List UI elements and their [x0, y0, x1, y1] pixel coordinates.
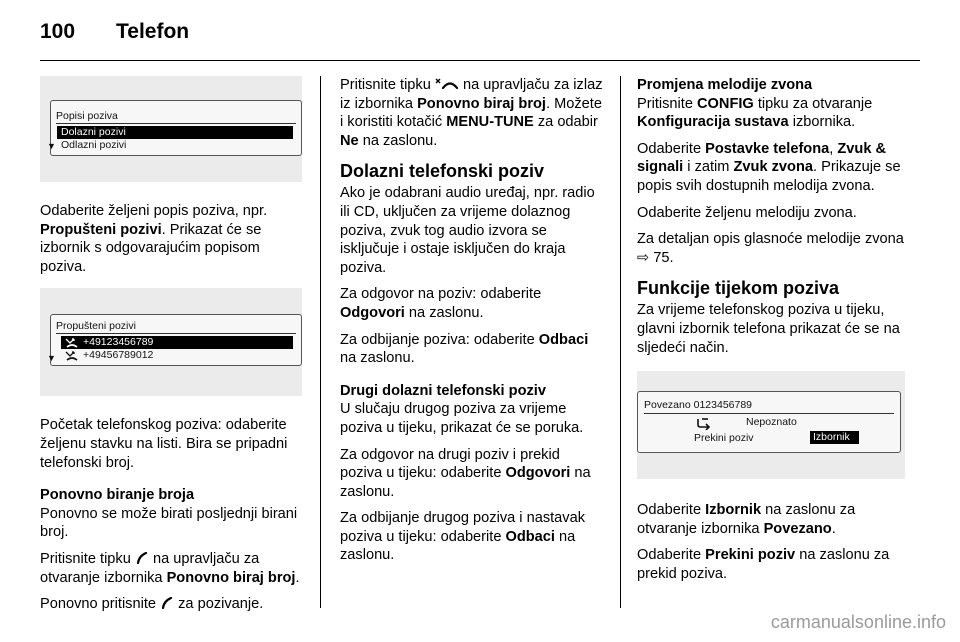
paragraph: U slučaju drugog poziva za vrijeme poziva u tijeku, prikazat će se poruka. — [340, 401, 584, 436]
column-2 — [340, 76, 606, 573]
column-1 — [40, 76, 302, 622]
paragraph: Za odgovor na poziv: odaberite Odgovori na zaslonu. — [340, 286, 542, 321]
down-arrow-icon: ▼ — [47, 353, 56, 364]
paragraph: Pritisnite tipku na upravljaču za izlaz iz izbornika Ponovno biraj broj. Možete i koristiti kotačić MENU-TUNE za odabir Ne na zaslonu. — [340, 77, 603, 149]
page-reference-icon: ⇨ — [637, 249, 650, 266]
section-heading: Funkcije tijekom poziva — [637, 278, 840, 299]
phone-icon — [135, 552, 149, 564]
display-panel — [47, 100, 302, 156]
screen-rule — [644, 413, 894, 414]
subheading: Drugi dolazni telefonski poziv — [340, 382, 546, 399]
down-arrow-icon: ▼ — [47, 141, 56, 151]
paragraph: Za detaljan opis glasnoće melodije zvona ⇨ 75. — [637, 231, 904, 266]
subheading: Promjena melodije zvona — [637, 77, 813, 93]
paragraph: Odaberite Postavke telefona, Zvuk & signali i zatim Zvuk zvona. Prikazuje se popis svih dostupnih melodija zvona. — [637, 140, 901, 194]
paragraph: Ponovno pritisnite za pozivanje. — [40, 596, 264, 613]
call-screen — [637, 371, 905, 479]
watermark: carmanualsonline.info — [770, 612, 946, 632]
paragraph: Pritisnite tipku na upravljaču za otvaranje izbornika Ponovno biraj broj. — [40, 550, 300, 586]
page-number: 100 — [40, 20, 76, 43]
paragraph: Odaberite željenu melodiju zvona. — [637, 204, 857, 221]
paragraph: Za odgovor na drugi poziv i prekid poziva u tijeku: odaberite Odgovori na zaslonu. — [340, 446, 591, 500]
list-item: Odlazni pozivi — [61, 139, 127, 151]
call-lists-screen — [40, 76, 302, 182]
screen-title: Povezano 0123456789 — [644, 399, 753, 412]
paragraph: Odaberite željeni popis poziva, npr. Propušteni pozivi. Prikazat će se izbornik s odgovarajućim popisom poziva. — [40, 203, 268, 275]
screen-title: Propušteni pozivi — [56, 320, 136, 333]
column-divider — [320, 76, 321, 608]
subheading: Ponovno biranje broja — [40, 487, 195, 504]
display-panel — [637, 391, 901, 453]
paragraph: Ponovno se može birati posljednji birani broj. — [40, 505, 298, 541]
paragraph: Pritisnite CONFIG tipku za otvaranje Konfiguracija sustava izbornika. — [637, 95, 873, 131]
missed-call-icon — [65, 337, 79, 348]
phone-icon — [160, 597, 174, 609]
paragraph: Za vrijeme telefonskog poziva u tijeku, glavni izbornik telefona prikazat će se na sljedeći način. — [637, 302, 900, 356]
menu-option[interactable]: Izbornik — [810, 431, 859, 444]
screen-rule — [56, 333, 296, 334]
caller-name: Nepoznato — [746, 416, 797, 429]
selected-item: +49123456789 — [61, 336, 293, 349]
page-title: Telefon — [116, 20, 190, 43]
column-3 — [637, 76, 905, 592]
end-call-option[interactable]: Prekini poziv — [694, 432, 754, 445]
call-transfer-icon — [696, 416, 712, 430]
paragraph: Odaberite Izbornik na zaslonu za otvaranje izbornika Povezano. — [637, 502, 856, 537]
column-divider — [620, 76, 621, 608]
display-panel — [47, 314, 302, 366]
paragraph: Za odbijanje drugog poziva i nastavak poziva u tijeku: odaberite Odbaci na zaslonu. — [340, 510, 586, 564]
paragraph: Početak telefonskog poziva: odaberite željenu stavku na listi. Bira se pripadni telefonski broj. — [40, 417, 288, 471]
screen-title: Popisi poziva — [56, 110, 118, 122]
paragraph: Odaberite Prekini poziv na zaslonu za prekid poziva. — [637, 547, 890, 582]
missed-calls-screen — [40, 288, 302, 396]
page-header — [40, 20, 920, 61]
missed-call-icon — [65, 350, 79, 361]
selected-item: Dolazni pozivi — [57, 126, 293, 139]
paragraph: Ako je odabrani audio uređaj, npr. radio ili CD, uključen za vrijeme dolaznog poziva, zvuk tog audio izvora se isključuje i ostaje isključen do kraja poziva. — [340, 185, 595, 276]
section-heading: Dolazni telefonski poziv — [340, 161, 545, 182]
end-call-icon — [435, 78, 459, 90]
list-item: +49456789012 — [83, 349, 154, 362]
screen-rule — [56, 123, 296, 124]
paragraph: Za odbijanje poziva: odaberite Odbaci na zaslonu. — [340, 331, 589, 367]
